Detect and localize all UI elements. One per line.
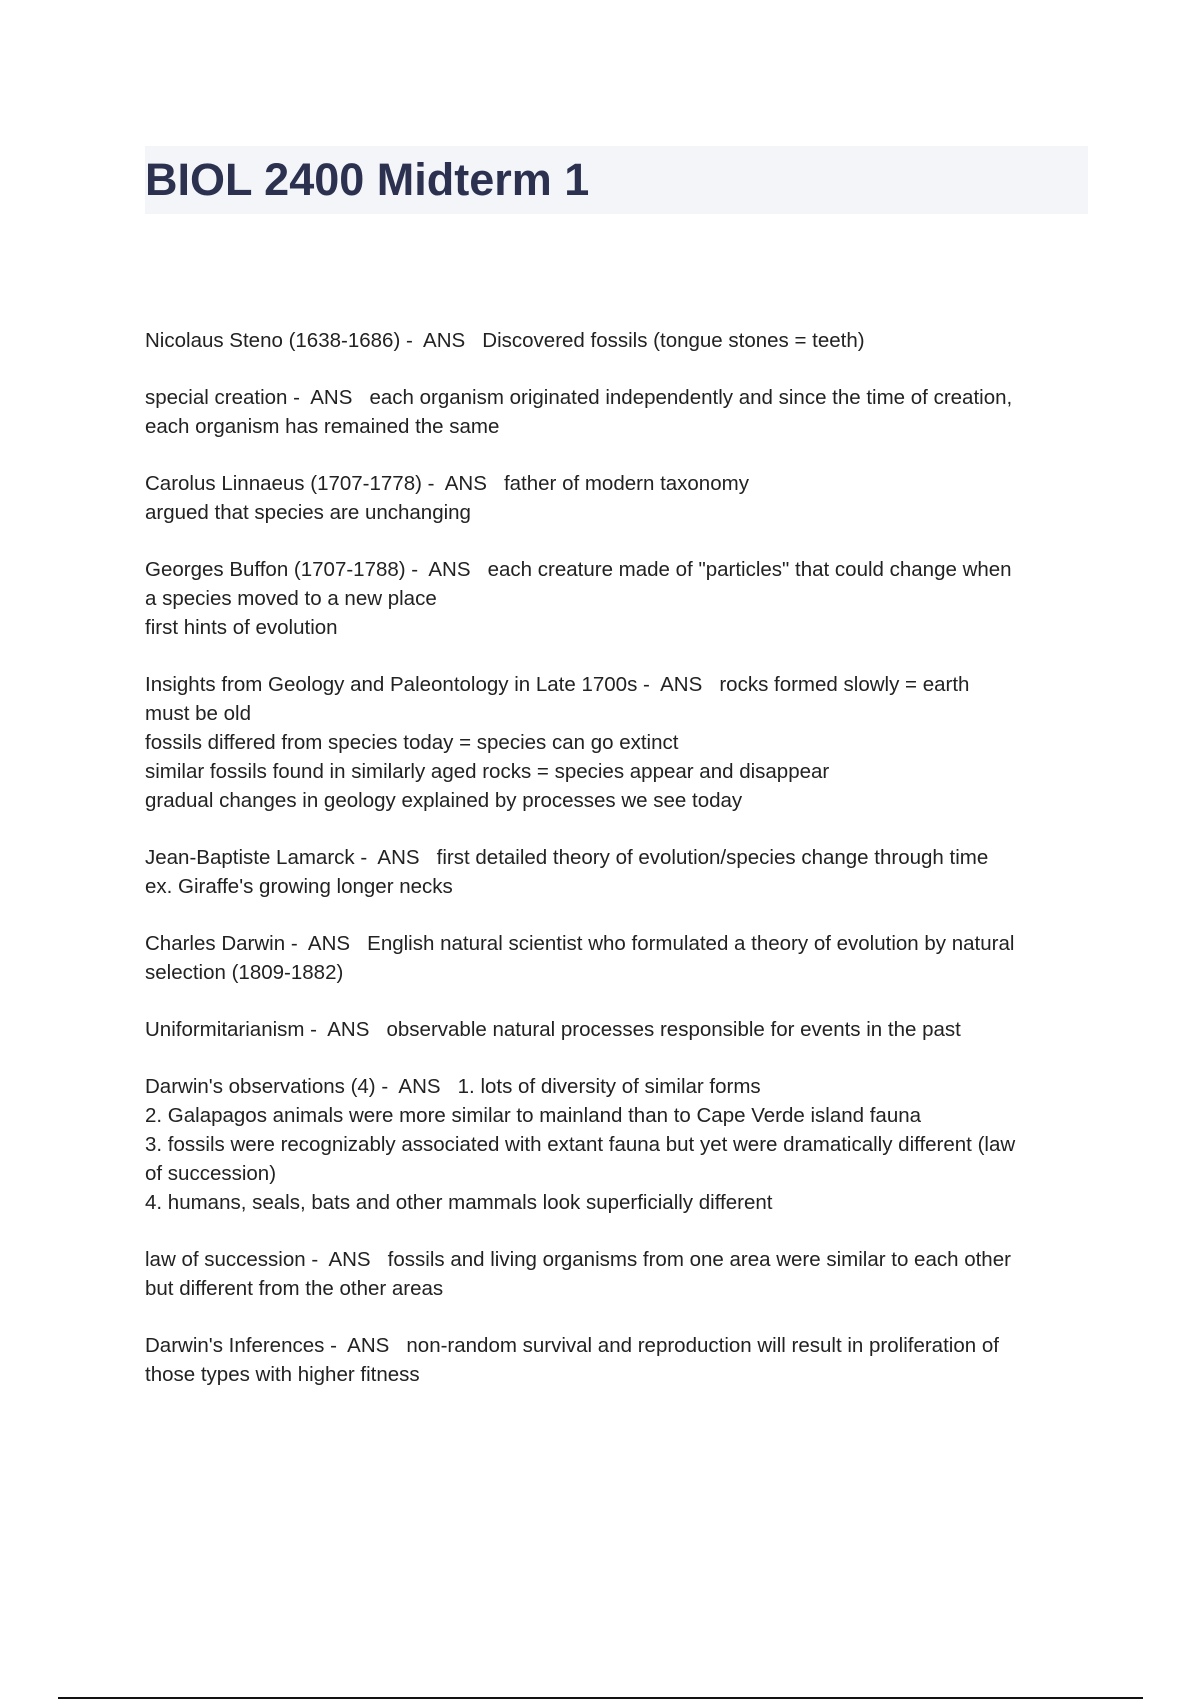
qa-entry (145, 1331, 1091, 1389)
qa-entry-line: each organism has remained the same (145, 415, 500, 438)
qa-entry-line: law of succession - ANS fossils and living organisms from one area were similar to each other (145, 1248, 1011, 1271)
qa-entry-line: of succession) (145, 1162, 277, 1185)
qa-entry-line: Insights from Geology and Paleontology in Late 1700s - ANS rocks formed slowly = earth (145, 673, 970, 696)
qa-entry-line: Jean-Baptiste Lamarck - ANS first detailed theory of evolution/species change through time (145, 846, 989, 869)
footer-rule (58, 1697, 1143, 1699)
qa-entry (145, 1072, 1091, 1217)
qa-entry-line: argued that species are unchanging (145, 501, 471, 524)
qa-entry-line: selection (1809-1882) (145, 961, 344, 984)
qa-entry-line: Darwin's observations (4) - ANS 1. lots of diversity of similar forms (145, 1075, 761, 1098)
qa-entry-line: first hints of evolution (145, 616, 338, 639)
qa-entry (145, 843, 1091, 901)
qa-entry-line: special creation - ANS each organism originated independently and since the time of creation, (145, 386, 1013, 409)
qa-entry (145, 469, 1091, 527)
qa-entry (145, 555, 1091, 642)
qa-entry-line: ex. Giraffe's growing longer necks (145, 875, 453, 898)
qa-entry-line: 2. Galapagos animals were more similar to mainland than to Cape Verde island fauna (145, 1104, 922, 1127)
qa-entry-line: 3. fossils were recognizably associated with extant fauna but yet were dramatically different (law (145, 1133, 1016, 1156)
qa-entry-line: fossils differed from species today = species can go extinct (145, 731, 679, 754)
qa-entry-line: gradual changes in geology explained by processes we see today (145, 789, 743, 812)
qa-entry-line: Uniformitarianism - ANS observable natural processes responsible for events in the past (145, 1018, 961, 1041)
document-title: BIOL 2400 Midterm 1 (145, 154, 590, 205)
qa-entry-line: similar fossils found in similarly aged rocks = species appear and disappear (145, 760, 830, 783)
qa-entry (145, 670, 1091, 815)
qa-entry-line: those types with higher fitness (145, 1363, 420, 1386)
qa-entry-line: but different from the other areas (145, 1277, 444, 1300)
title-band (145, 146, 1088, 214)
qa-entry-line: Georges Buffon (1707-1788) - ANS each creature made of "particles" that could change when (145, 558, 1012, 581)
qa-entry (145, 326, 1091, 355)
qa-entry (145, 1245, 1091, 1303)
qa-entry-line: Charles Darwin - ANS English natural scientist who formulated a theory of evolution by natural (145, 932, 1015, 955)
qa-entry-line: Carolus Linnaeus (1707-1778) - ANS father of modern taxonomy (145, 472, 749, 495)
qa-entry-line: must be old (145, 702, 251, 725)
qa-entries (145, 326, 1091, 1417)
qa-entry-line: Nicolaus Steno (1638-1686) - ANS Discovered fossils (tongue stones = teeth) (145, 329, 865, 352)
qa-entry-line: Darwin's Inferences - ANS non-random survival and reproduction will result in proliferation of (145, 1334, 999, 1357)
qa-entry-line: 4. humans, seals, bats and other mammals look superficially different (145, 1191, 773, 1214)
qa-entry (145, 1015, 1091, 1044)
qa-entry (145, 929, 1091, 987)
qa-entry (145, 383, 1091, 441)
qa-entry-line: a species moved to a new place (145, 587, 437, 610)
